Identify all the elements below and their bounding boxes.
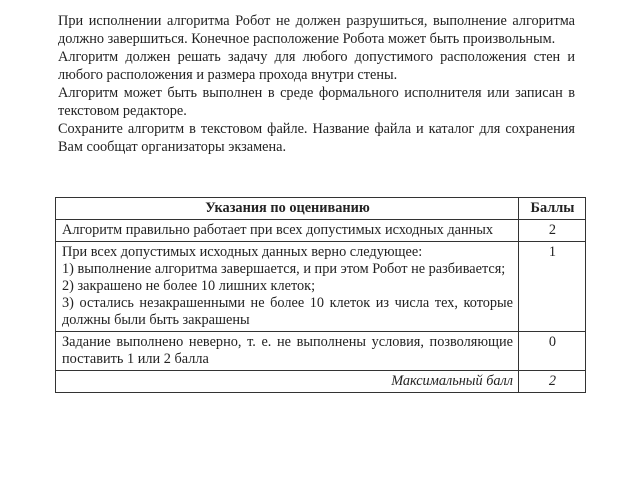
- task-requirements-text: [58, 12, 575, 156]
- intro-paragraph: Алгоритм может быть выполнен в среде формального исполнителя или записан в текстовом редакторе.: [58, 85, 575, 119]
- criteria-line: При всех допустимых исходных данных верно следующее:: [62, 244, 423, 260]
- grading-criteria-table: [55, 197, 586, 393]
- points-cell: 0: [519, 332, 586, 371]
- criteria-line: 3) остались незакрашенными не более 10 клеток из числа тех, которые должны были быть закрашены: [62, 295, 514, 328]
- criteria-line: 1) выполнение алгоритма завершается, и при этом Робот не разбивается;: [62, 261, 506, 277]
- points-column-header: Баллы: [519, 198, 586, 220]
- criteria-column-header: Указания по оцениванию: [56, 198, 519, 220]
- points-cell: 1: [519, 242, 586, 332]
- criteria-line: 2) закрашено не более 10 лишних клеток;: [62, 278, 316, 294]
- max-score-row: [56, 371, 586, 393]
- intro-paragraph: Алгоритм должен решать задачу для любого допустимого расположения стен и любого расположения и размера прохода внутри стены.: [58, 49, 575, 83]
- criteria-line: Задание выполнено неверно, т. е. не выполнены условия, позволяющие поставить 1 или 2 балла: [62, 334, 514, 367]
- criteria-cell: [56, 332, 519, 371]
- table-header-row: [56, 198, 586, 220]
- table-row: [56, 332, 586, 371]
- table-row: [56, 220, 586, 242]
- intro-paragraph: При исполнении алгоритма Робот не должен разрушиться, выполнение алгоритма должно завершиться. Конечное расположение Робота может быть произвольным.: [58, 13, 575, 47]
- intro-paragraph: Сохраните алгоритм в текстовом файле. Название файла и каталог для сохранения Вам сообщат организаторы экзамена.: [58, 121, 575, 155]
- criteria-cell: [56, 242, 519, 332]
- max-score-label: Максимальный балл: [56, 371, 519, 393]
- criteria-cell: [56, 220, 519, 242]
- criteria-line: Алгоритм правильно работает при всех допустимых исходных данных: [62, 222, 494, 238]
- table-row: [56, 242, 586, 332]
- max-score-value: 2: [519, 371, 586, 393]
- points-cell: 2: [519, 220, 586, 242]
